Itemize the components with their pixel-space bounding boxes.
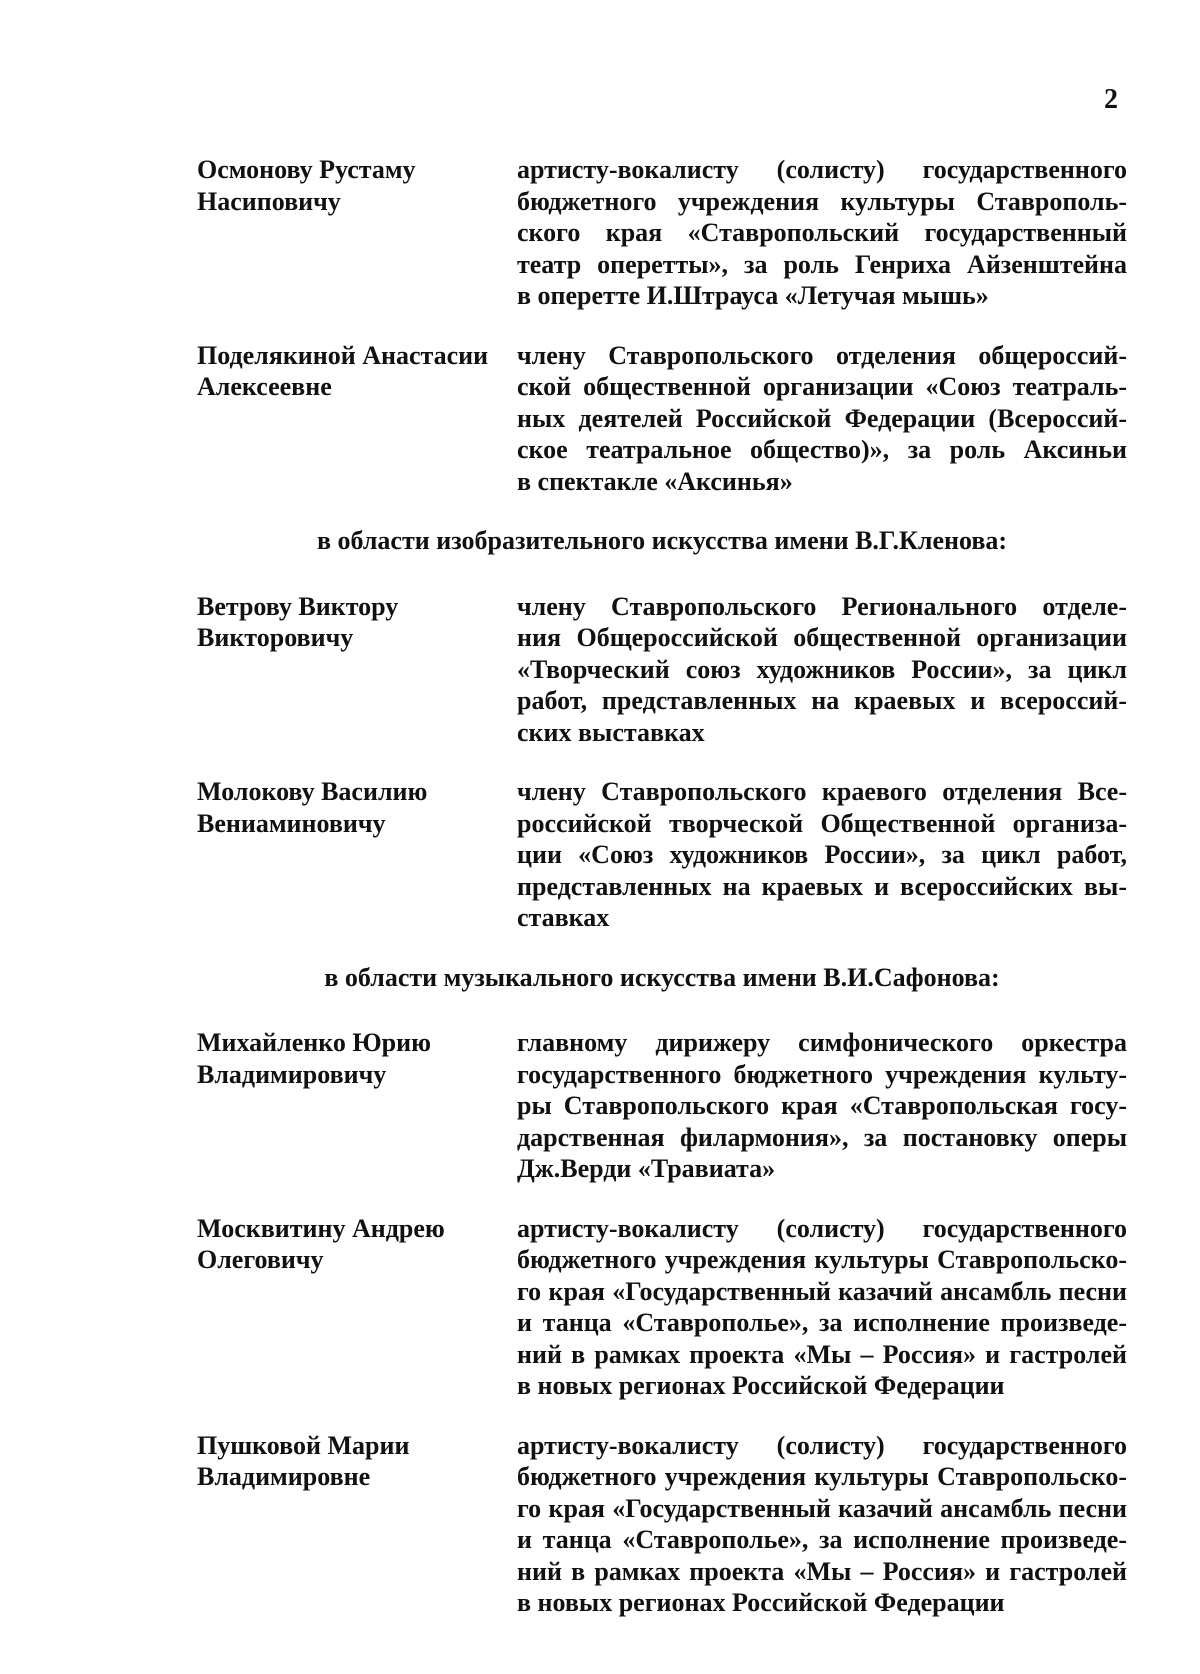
award-entry bbox=[197, 776, 1127, 934]
recipient-description: члену Ставропольского отделения общероссий- ской общественной организации «Союз театраль- ных деятелей Российской Федерации (Всероссий- ское театральное общество)», за роль Аксиньи в спектакле «Аксинья» bbox=[517, 340, 1127, 496]
recipient-name: Михайленко Юрию Владимировичу bbox=[197, 1028, 431, 1089]
award-entry bbox=[197, 1027, 1127, 1185]
section-heading-fine-arts: в области изобразительного искусства имени В.Г.Кленова: bbox=[316, 526, 1008, 555]
document-body bbox=[197, 154, 1127, 1619]
award-entry bbox=[197, 1430, 1127, 1619]
recipient-name: Поделякиной Анастасии Алексеевне bbox=[197, 340, 489, 401]
recipient-description: артисту-вокалисту (солисту) государственного бюджетного учреждения культуры Ставропольско- го края «Государственный казачий ансамбль песни и танца «Ставрополье», за исполнение произведе- ний в рамках проекта «Мы – Россия» и гастролей в новых регионах Российской Федерации bbox=[517, 1213, 1127, 1400]
recipient-name: Москвитину Андрею Олеговичу bbox=[197, 1213, 445, 1274]
award-entry bbox=[197, 340, 1127, 498]
recipient-name: Осмонову Рустаму Насиповичу bbox=[197, 155, 416, 216]
award-entry bbox=[197, 1213, 1127, 1402]
recipient-name: Пушковой Марии Владимировне bbox=[197, 1430, 410, 1491]
recipient-description: члену Ставропольского краевого отделения Все- российской творческой Общественной организа- ции «Союз художников России», за цикл работ, представленных на краевых и всероссийских вы- ставках bbox=[517, 777, 1127, 932]
page-number: 2 bbox=[1104, 84, 1118, 115]
recipient-name: Ветрову Виктору Викторовичу bbox=[197, 591, 399, 652]
recipient-description: главному дирижеру симфонического оркестра государственного бюджетного учреждения культу- ры Ставропольского края «Ставропольская госу- дарственная филармония», за постановку оперы Дж.Верди «Травиата» bbox=[517, 1028, 1127, 1183]
award-entry bbox=[197, 154, 1127, 312]
recipient-description: артисту-вокалисту (солисту) государственного бюджетного учреждения культуры Ставропольско- го края «Государственный казачий ансамбль песни и танца «Ставрополье», за исполнение произведе- ний в рамках проекта «Мы – Россия» и гастролей в новых регионах Российской Федерации bbox=[517, 1430, 1127, 1617]
section-heading-music: в области музыкального искусства имени В.И.Сафонова: bbox=[324, 962, 1000, 992]
recipient-description: артисту-вокалисту (солисту) государственного бюджетного учреждения культуры Ставрополь- ского края «Ставропольский государственный театр оперетты», за роль Генриха Айзенштейна в оперетте И.Штрауса «Летучая мышь» bbox=[517, 155, 1127, 310]
award-entry bbox=[197, 591, 1127, 749]
recipient-name: Молокову Василию Вениаминовичу bbox=[197, 777, 428, 838]
recipient-description: члену Ставропольского Регионального отделе- ния Общероссийской общественной организации «Творческий союз художников России», за цикл работ, представленных на краевых и всероссий- ских выставках bbox=[517, 591, 1127, 747]
